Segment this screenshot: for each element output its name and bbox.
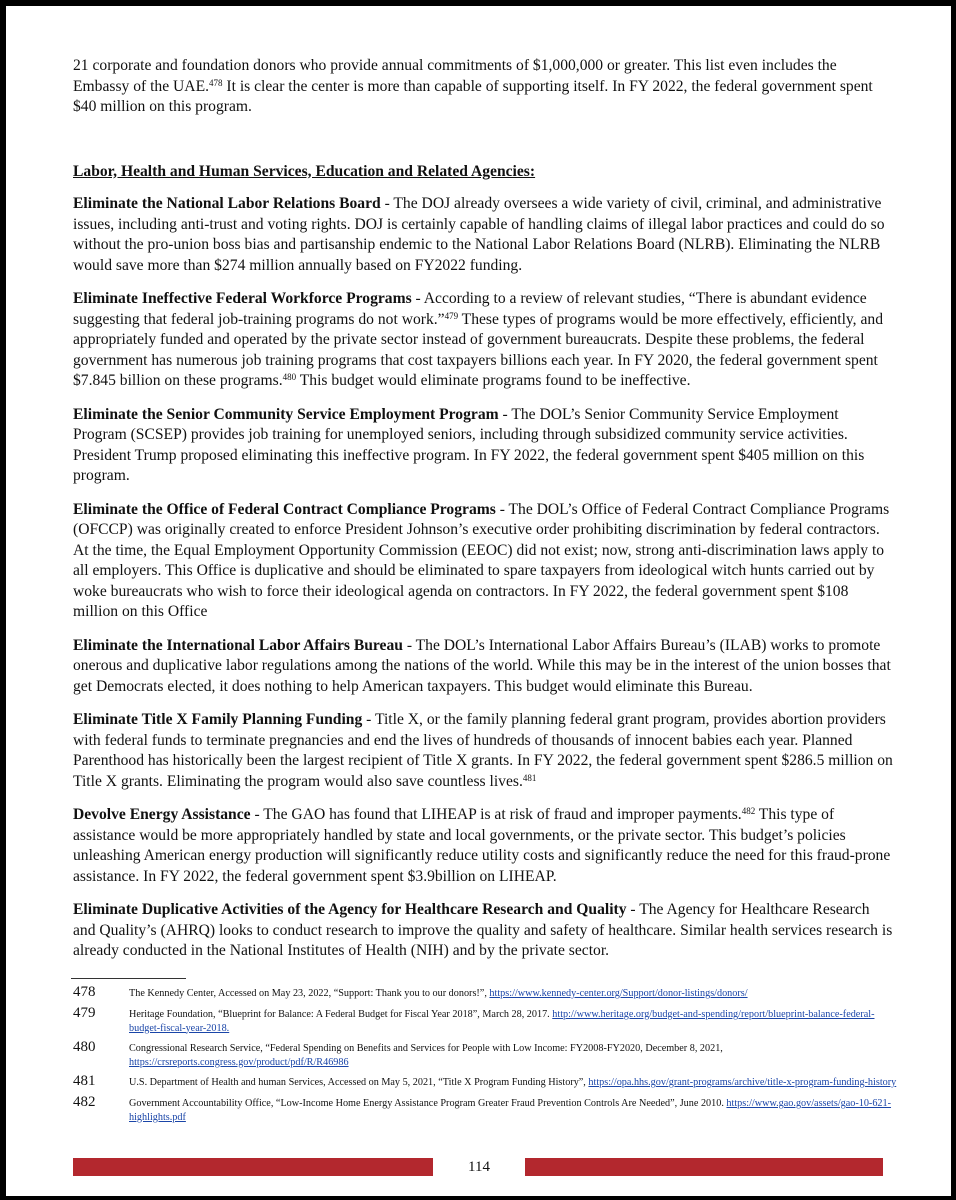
item-nlrb: Eliminate the National Labor Relations Board - The DOJ already oversees a wide variety of civil, criminal, and administrative issues, including anti-trust and voting rights. DOJ is certainly capable of handling claims of illegal labor practices and could do so without the pro-union boss bias and partisanship endemic to the National Labor Relations Board (NLRB). Eliminating the NLRB would save more than $274 million annually based on FY2022 funding. [73,195,885,274]
footnote-item: 482 Government Accountability Office, “Low-Income Home Energy Assistance Program Greater Fraud Prevention Controls Are Needed”, June 2010. https://www.gao.gov/assets/gao-10-621-highlights.pdf [73,1094,892,1123]
footnote-item: 479 Heritage Foundation, “Blueprint for Balance: A Federal Budget for Fiscal Year 2018”, March 28, 2017. http://www.heritage.org/budget-and-spending/report/blueprint-balance-federal-budget-fiscal-year-2018. [73,1005,875,1034]
footnote-number: 479 [73,1005,96,1021]
footnote-link[interactable]: https://crsreports.congress.gov/product/pdf/R/R46986 [129,1056,349,1068]
item-title: Eliminate the National Labor Relations Board [73,195,381,212]
item-title: Eliminate Duplicative Activities of the Agency for Healthcare Research and Quality [73,901,627,918]
item-scsep: Eliminate the Senior Community Service Employment Program - The DOL’s Senior Community Service Employment Program (SCSEP) provides job training for unemployed seniors, including through subsidized community service activities. President Trump proposed eliminating this ineffective program. In FY 2022, the federal government spent $405 million on this program. [73,405,865,484]
footnote-link[interactable]: https://opa.hhs.gov/grant-programs/archive/title-x-program-funding-history [588,1077,897,1088]
section-heading: Labor, Health and Human Services, Education and Related Agencies: [73,162,536,180]
footnote-item: 480 Congressional Research Service, “Federal Spending on Benefits and Services for People with Low Income: FY2008-FY2020, December 8, 2021, https://crsreports.congress.gov/product/pdf/R/R46986 [73,1039,723,1068]
intro-paragraph: 21 corporate and foundation donors who provide annual commitments of $1,000,000 or greater. This list even includes the Embassy of the UAE.$^{478}$ It is clear the center is more than capable of supporting itself. In FY 2022, the federal government spent $40 million on this program. [73,57,873,115]
item-title: Devolve Energy Assistance [73,806,251,823]
footnote-number: 480 [73,1039,96,1055]
footnote-ref[interactable]: 480 [282,372,297,382]
page-number: 114 [468,1159,490,1175]
item-ilab: Eliminate the International Labor Affairs Bureau - The DOL’s International Labor Affairs Bureau’s (ILAB) works to promote onerous and duplicative labor regulations among the nations of the world. While this may be in the interest of the union bosses that get Democrats elected, it does nothing to help American taxpayers. This budget would eliminate this Bureau. [73,636,891,695]
footnote-divider [71,978,186,979]
item-title: Eliminate the International Labor Affairs Bureau [73,636,403,654]
footnote-number: 478 [73,984,96,1000]
footnote-ref[interactable]: 479 [444,310,459,321]
footnote-ref[interactable]: 482 [741,806,756,816]
document-page [6,6,951,1196]
footnote-ref[interactable]: 481 [522,772,537,783]
footer-bar-left [73,1158,433,1176]
footnotes [73,984,898,1128]
footnote-item: 481 U.S. Department of Health and human Services, Accessed on May 5, 2021, “Title X Program Funding History”, https://opa.hhs.gov/grant-programs/archive/title-x-program-funding-history [73,1073,897,1089]
footnote-number: 482 [73,1094,96,1110]
item-title: Eliminate Title X Family Planning Funding [73,711,363,728]
footnote-link[interactable]: https://www.kennedy-center.org/Support/donor-listings/donors/ [489,988,748,999]
item-title: Eliminate Ineffective Federal Workforce Programs [73,290,412,307]
item-title: Eliminate the Senior Community Service Employment Program [73,405,499,423]
item-ahrq: Eliminate Duplicative Activities of the Agency for Healthcare Research and Quality - The Agency for Healthcare Research and Quality’s (AHRQ) looks to conduct research to improve the quality and safety of healthcare. Similar health services research is already conducted in the National Institutes of Health (NIH) and by the private sector. [73,901,893,959]
footer-bar-right [525,1158,883,1176]
item-title: Eliminate the Office of Federal Contract Compliance Programs [73,500,496,518]
footnote-item: 478 The Kennedy Center, Accessed on May 23, 2022, “Support: Thank you to our donors!”, https://www.kennedy-center.org/Support/donor-listings/donors/ [73,984,748,1000]
footnote-ref[interactable]: 478 [209,77,223,88]
footnote-link[interactable]: http://www.heritage.org/budget-and-spending/report/blueprint-balance-federal-budget-fiscal-year-2018. [129,1009,875,1034]
item-energy-assistance: Devolve Energy Assistance - The GAO has found that LIHEAP is at risk of fraud and improper payments.$^{482}$ This type of assistance would be more appropriately handled by state and local governments, or the private sector. This budget’s policies unleashing American energy production will significantly reduce utility costs and significantly reduce the need for this fraud-prone assistance. In FY 2022, the federal government spent $3.9billion on LIHEAP. [73,806,891,885]
footnote-number: 481 [73,1073,96,1089]
footnote-link[interactable]: https://www.gao.gov/assets/gao-10-621-highlights.pdf [129,1098,892,1123]
item-workforce-programs: Eliminate Ineffective Federal Workforce Programs - According to a review of relevant studies, “There is abundant evidence suggesting that federal job-training programs do not work.”$^{479}$ These types of programs would be more effectively, efficiently, and appropriately funded and operated by the private sector instead of government bureaucrats. Despite these problems, the federal government has numerous job training programs that cost taxpayers billions each year. In FY 2020, the federal government spent $7.845 billion on these programs.$^{480}$ This budget would eliminate programs found to be ineffective. [73,290,883,389]
body-text [73,56,893,975]
item-title-x: Eliminate Title X Family Planning Funding - Title X, or the family planning federal grant program, provides abortion providers with federal funds to terminate pregnancies and end the lives of hundreds of thousands of innocent babies each year. Planned Parenthood has historically been the largest recipient of Title X grants. In FY 2022, the federal government spent $286.5 million on Title X grants. Eliminating the program would also save countless lives.$^{481}$ [73,711,893,790]
item-ofccp: Eliminate the Office of Federal Contract Compliance Programs - The DOL’s Office of Federal Contract Compliance Programs (OFCCP) was originally created to enforce President Johnson’s executive order prohibiting discrimination by federal contractors. At the time, the Equal Employment Opportunity Commission (EEOC) did not exist; now, strong anti-discrimination laws apply to all employers. This Office is duplicative and should be eliminated to spare taxpayers from ideological witch hunts carried out by woke bureaucrats who wish to force their ideological agenda on contractors. In FY 2022, the federal government spent $108 million on this Office [73,500,890,620]
